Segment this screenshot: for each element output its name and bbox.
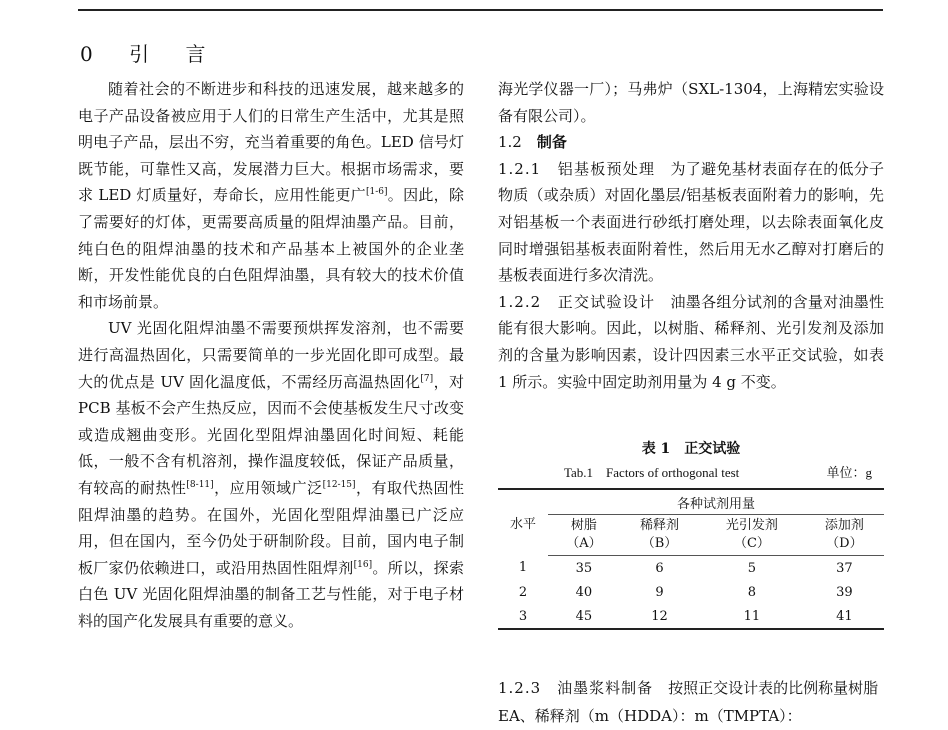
table-cell: 41 bbox=[805, 604, 884, 629]
table-title-english: Tab.1 Factors of orthogonal test bbox=[564, 465, 740, 480]
table-cell: 39 bbox=[836, 584, 853, 600]
table-1 bbox=[498, 438, 884, 630]
continued-paragraph: 海光学仪器一厂）；马弗炉（SXL-1304，上海精宏实验设备有限公司）。 bbox=[498, 80, 884, 125]
column-name: 光引发剂 bbox=[725, 518, 778, 533]
table-row bbox=[498, 556, 884, 581]
table-cell: 45 bbox=[548, 604, 620, 629]
column-name: 添加剂 bbox=[824, 518, 864, 533]
column-code: （A） bbox=[566, 536, 602, 551]
paragraph-text: 按照正交设计表的比例称量树脂 EA、稀释剂（m（HDDA）：m（TMPTA）： bbox=[498, 679, 879, 725]
table-cell: 35 bbox=[575, 560, 593, 576]
citation-ref: [1-6] bbox=[365, 187, 388, 198]
column-code: （D） bbox=[826, 536, 863, 551]
column-name: 树脂 bbox=[570, 518, 597, 533]
table-cell: 37 bbox=[836, 560, 853, 576]
table-row bbox=[498, 604, 884, 629]
paragraph-1-2-1 bbox=[498, 156, 884, 289]
runin-heading: 1.2.2 正交试验设计 bbox=[498, 292, 656, 311]
intro-paragraph-1 bbox=[78, 76, 464, 315]
level-cell: 2 bbox=[518, 584, 528, 600]
paragraph-text: 。所以，探索白色 UV 光固化阻焊油墨的制备工艺与性能，对于电子材料的国产化发展具有重要的意义。 bbox=[78, 558, 464, 630]
citation-ref: [12-15] bbox=[322, 479, 356, 490]
runin-heading: 1.2.1 铝基板预处理 bbox=[498, 159, 656, 178]
column-code: （C） bbox=[733, 536, 770, 551]
column-header bbox=[620, 515, 699, 556]
column-header bbox=[699, 515, 805, 556]
table-row bbox=[498, 580, 884, 604]
runin-heading: 1.2.3 油墨浆料制备 bbox=[498, 679, 654, 697]
column-name: 稀释剂 bbox=[639, 518, 679, 533]
subsection-heading-1-2 bbox=[498, 129, 884, 156]
paragraph-text: UV 光固化阻焊油墨不需要预烘挥发溶剂，也不需要进行高温热固化，只需要简单的一步光固化即可成型。最大的优点是 UV 固化温度低，不需经历高温热固化 bbox=[78, 319, 464, 391]
column-header bbox=[805, 515, 884, 556]
paragraph-text: 油墨各组分试剂的含量对油墨性能有很大影响。因此，以树脂、稀释剂、光引发剂及添加剂的含量为影响因素，设计四因素三水平正交试验，如表 1 所示。实验中固定助剂用量为 4 g 不变。 bbox=[498, 292, 884, 391]
right-column bbox=[498, 76, 884, 395]
table-cell: 5 bbox=[747, 560, 757, 576]
paragraph-text: 。因此，除了需要好的灯体，更需要高质量的阻焊油墨产品。目前，纯白色的阻焊油墨的技术和产品基本上被国外的企业垄断，开发性能优良的白色阻焊油墨，具有较大的技术价值和市场前景。 bbox=[78, 186, 464, 311]
section-heading: 0 引 言 bbox=[80, 42, 221, 66]
level-header: 水平 bbox=[498, 489, 548, 556]
paragraph-text: ，有取代热固性阻焊油墨的趋势。在国外，光固化型阻焊油墨已广泛应用，但在国内，至今仍处于研制阶段。目前，国内电子制板厂家仍依赖进口，或沿用热固性阻焊剂 bbox=[78, 478, 464, 577]
table-cell: 9 bbox=[655, 584, 664, 600]
table-cell: 12 bbox=[620, 604, 699, 629]
table-title: 表 1 正交试验 bbox=[641, 441, 741, 457]
table-cell: 40 bbox=[575, 584, 593, 600]
level-cell: 1 bbox=[518, 560, 528, 576]
paragraph-text: 为了避免基材表面存在的低分子物质（或杂质）对固化墨层/铝基板表面附着力的影响，先对铝基板一个表面进行砂纸打磨处理，以去除表面氧化皮同时增强铝基板表面附着性，然后用无水乙醇对打磨后的基板表面进行多次清洗。 bbox=[498, 159, 884, 285]
table-cell: 8 bbox=[747, 584, 757, 600]
citation-ref: [16] bbox=[353, 559, 373, 570]
table-subtitle-row bbox=[498, 462, 884, 484]
table-cell: 6 bbox=[655, 560, 664, 576]
left-column bbox=[78, 76, 464, 634]
column-code: （B） bbox=[641, 536, 678, 551]
citation-ref: [7] bbox=[420, 373, 434, 384]
paragraph-text: ，对 PCB 基板不会产生热反应，因而不会使基板发生尺寸改变或造成翘曲变形。光固化型阻焊油墨固化时间短、耗能低，一般不含有机溶剂，操作温度较低，保证产品质量，有较高的耐热性 bbox=[78, 372, 464, 497]
subsection-number: 1.2 bbox=[498, 133, 522, 152]
paragraph-text: ，应用领域广泛 bbox=[213, 478, 323, 497]
level-cell: 3 bbox=[498, 604, 548, 629]
group-header: 各种试剂用量 bbox=[548, 489, 884, 515]
citation-ref: [8-11] bbox=[186, 479, 214, 490]
top-rule bbox=[78, 9, 883, 11]
orthogonal-test-table bbox=[498, 488, 884, 630]
subsection-title: 制备 bbox=[536, 133, 567, 152]
intro-paragraph-2 bbox=[78, 315, 464, 634]
paragraph-1-2-2 bbox=[498, 289, 884, 395]
column-header bbox=[548, 515, 620, 556]
paragraph-text: 随着社会的不断进步和科技的迅速发展，越来越多的电子产品设备被应用于人们的日常生产生活中，尤其是照明电子产品，层出不穷，充当着重要的角色。LED 信号灯既节能，可靠性又高，发展潜力巨大。根据市场需求，要求 LED 灯质量好，寿命长，应用性能更广 bbox=[78, 80, 464, 205]
table-cell: 11 bbox=[699, 604, 805, 629]
table-unit: 单位：g bbox=[826, 465, 872, 480]
